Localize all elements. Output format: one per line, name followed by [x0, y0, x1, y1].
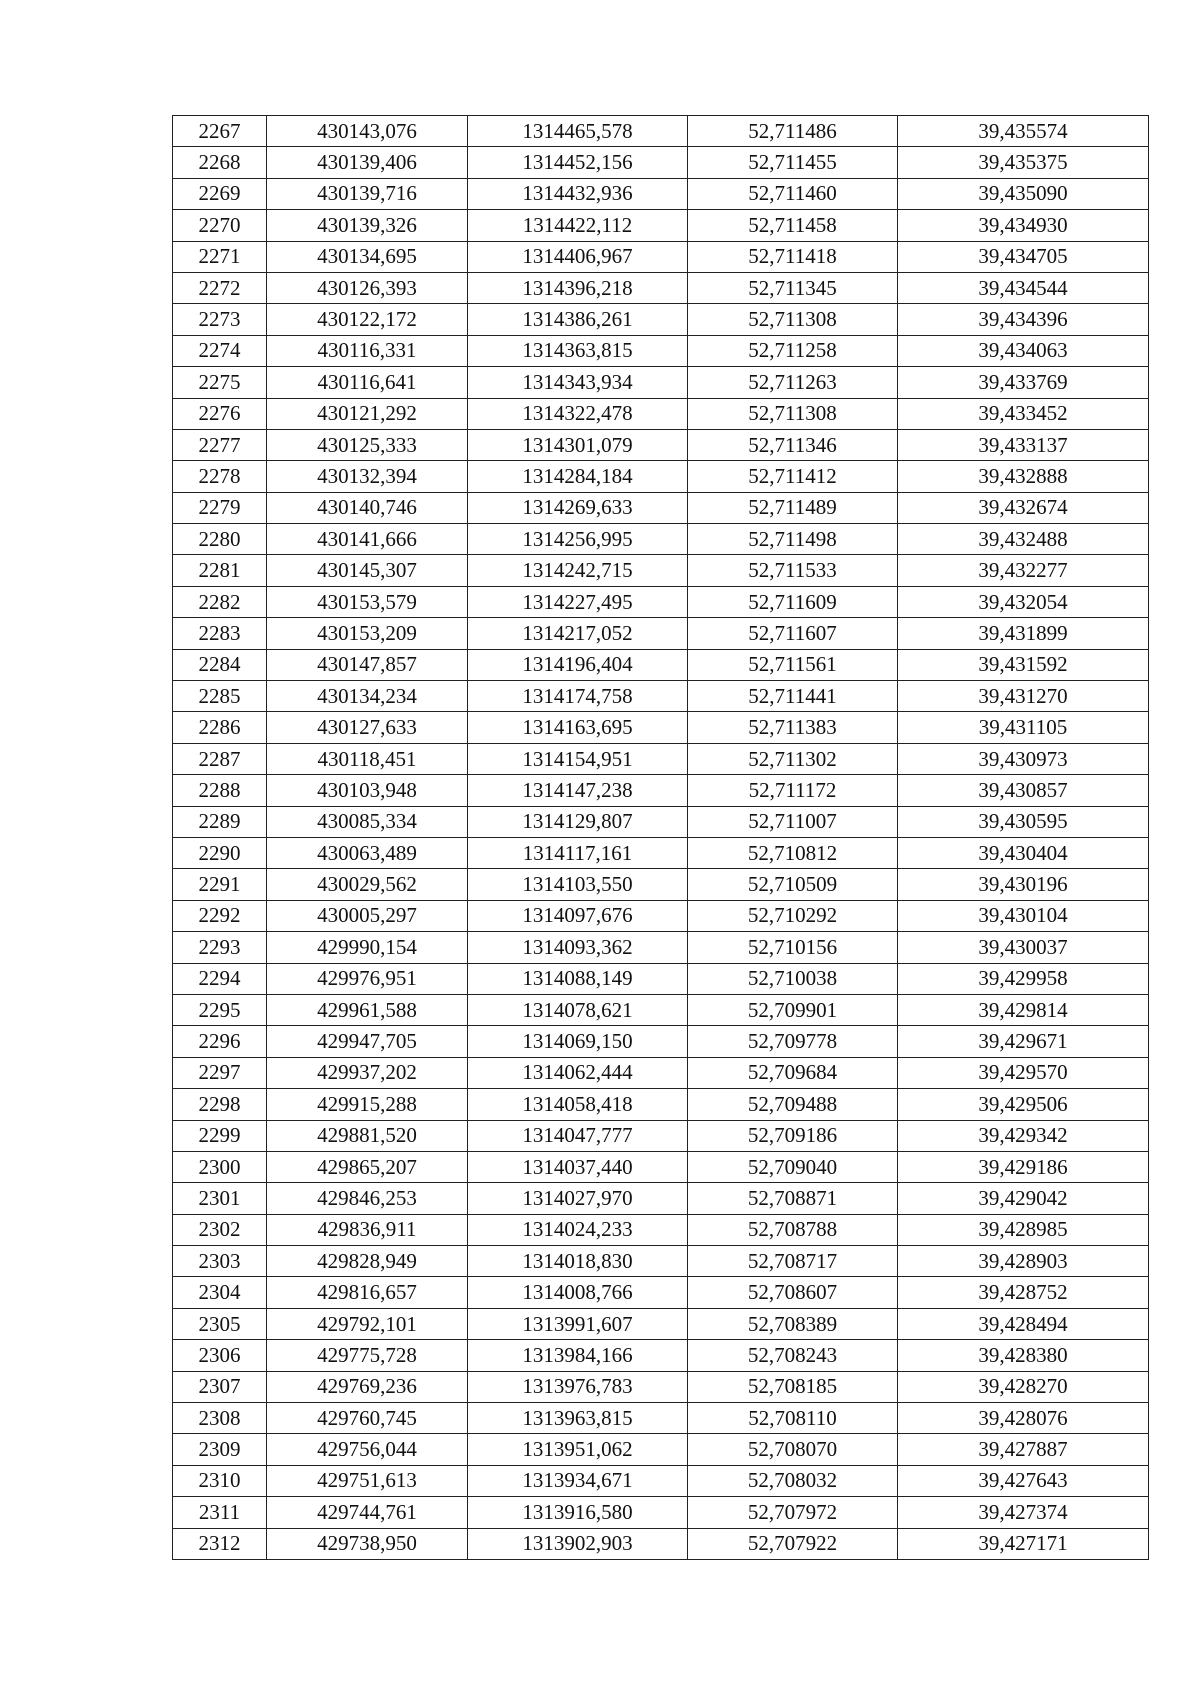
point-number-cell: 2281: [173, 555, 267, 586]
longitude-cell: 39,429814: [898, 994, 1149, 1025]
y-coordinate-cell: 1314097,676: [468, 900, 688, 931]
table-row: [173, 1403, 1149, 1434]
latitude-cell: 52,711308: [688, 304, 898, 335]
table-row: [173, 649, 1149, 680]
table-row: [173, 1497, 1149, 1528]
y-coordinate-cell: 1314465,578: [468, 116, 688, 147]
table-row: [173, 743, 1149, 774]
table-row: [173, 1308, 1149, 1339]
latitude-cell: 52,711561: [688, 649, 898, 680]
y-coordinate-cell: 1314242,715: [468, 555, 688, 586]
point-number-cell: 2270: [173, 210, 267, 241]
latitude-cell: 52,708389: [688, 1308, 898, 1339]
longitude-cell: 39,430857: [898, 775, 1149, 806]
point-number-cell: 2304: [173, 1277, 267, 1308]
point-number-cell: 2277: [173, 429, 267, 460]
longitude-cell: 39,432488: [898, 524, 1149, 555]
table-row: [173, 429, 1149, 460]
latitude-cell: 52,711458: [688, 210, 898, 241]
y-coordinate-cell: 1314174,758: [468, 681, 688, 712]
latitude-cell: 52,708717: [688, 1246, 898, 1277]
longitude-cell: 39,428903: [898, 1246, 1149, 1277]
x-coordinate-cell: 429816,657: [267, 1277, 468, 1308]
latitude-cell: 52,709186: [688, 1120, 898, 1151]
latitude-cell: 52,710812: [688, 837, 898, 868]
y-coordinate-cell: 1314386,261: [468, 304, 688, 335]
longitude-cell: 39,428494: [898, 1308, 1149, 1339]
y-coordinate-cell: 1314008,766: [468, 1277, 688, 1308]
table-row: [173, 304, 1149, 335]
point-number-cell: 2282: [173, 586, 267, 617]
point-number-cell: 2294: [173, 963, 267, 994]
table-row: [173, 1465, 1149, 1496]
longitude-cell: 39,432054: [898, 586, 1149, 617]
longitude-cell: 39,429506: [898, 1089, 1149, 1120]
table-row: [173, 932, 1149, 963]
longitude-cell: 39,431899: [898, 618, 1149, 649]
latitude-cell: 52,708185: [688, 1371, 898, 1402]
table-row: [173, 272, 1149, 303]
point-number-cell: 2310: [173, 1465, 267, 1496]
x-coordinate-cell: 430005,297: [267, 900, 468, 931]
x-coordinate-cell: 430145,307: [267, 555, 468, 586]
latitude-cell: 52,708607: [688, 1277, 898, 1308]
longitude-cell: 39,434705: [898, 241, 1149, 272]
y-coordinate-cell: 1314047,777: [468, 1120, 688, 1151]
y-coordinate-cell: 1314037,440: [468, 1151, 688, 1182]
point-number-cell: 2296: [173, 1026, 267, 1057]
point-number-cell: 2289: [173, 806, 267, 837]
point-number-cell: 2302: [173, 1214, 267, 1245]
point-number-cell: 2295: [173, 994, 267, 1025]
y-coordinate-cell: 1314024,233: [468, 1214, 688, 1245]
y-coordinate-cell: 1314018,830: [468, 1246, 688, 1277]
x-coordinate-cell: 430116,641: [267, 367, 468, 398]
point-number-cell: 2268: [173, 147, 267, 178]
point-number-cell: 2292: [173, 900, 267, 931]
latitude-cell: 52,707922: [688, 1528, 898, 1559]
point-number-cell: 2280: [173, 524, 267, 555]
x-coordinate-cell: 429881,520: [267, 1120, 468, 1151]
latitude-cell: 52,707972: [688, 1497, 898, 1528]
point-number-cell: 2311: [173, 1497, 267, 1528]
x-coordinate-cell: 430126,393: [267, 272, 468, 303]
y-coordinate-cell: 1314062,444: [468, 1057, 688, 1088]
table-row: [173, 806, 1149, 837]
x-coordinate-cell: 430147,857: [267, 649, 468, 680]
table-row: [173, 1371, 1149, 1402]
point-number-cell: 2284: [173, 649, 267, 680]
table-row: [173, 367, 1149, 398]
latitude-cell: 52,710292: [688, 900, 898, 931]
point-number-cell: 2275: [173, 367, 267, 398]
table-row: [173, 116, 1149, 147]
table-row: [173, 524, 1149, 555]
point-number-cell: 2308: [173, 1403, 267, 1434]
longitude-cell: 39,430104: [898, 900, 1149, 931]
table-row: [173, 461, 1149, 492]
longitude-cell: 39,430196: [898, 869, 1149, 900]
x-coordinate-cell: 430085,334: [267, 806, 468, 837]
point-number-cell: 2299: [173, 1120, 267, 1151]
x-coordinate-cell: 430134,695: [267, 241, 468, 272]
point-number-cell: 2303: [173, 1246, 267, 1277]
point-number-cell: 2288: [173, 775, 267, 806]
table-row: [173, 147, 1149, 178]
longitude-cell: 39,435375: [898, 147, 1149, 178]
point-number-cell: 2269: [173, 178, 267, 209]
x-coordinate-cell: 429760,745: [267, 1403, 468, 1434]
table-row: [173, 1151, 1149, 1182]
latitude-cell: 52,711383: [688, 712, 898, 743]
x-coordinate-cell: 429836,911: [267, 1214, 468, 1245]
latitude-cell: 52,708243: [688, 1340, 898, 1371]
x-coordinate-cell: 429961,588: [267, 994, 468, 1025]
x-coordinate-cell: 429865,207: [267, 1151, 468, 1182]
longitude-cell: 39,428752: [898, 1277, 1149, 1308]
latitude-cell: 52,711346: [688, 429, 898, 460]
longitude-cell: 39,430595: [898, 806, 1149, 837]
point-number-cell: 2297: [173, 1057, 267, 1088]
point-number-cell: 2286: [173, 712, 267, 743]
longitude-cell: 39,429958: [898, 963, 1149, 994]
longitude-cell: 39,433769: [898, 367, 1149, 398]
table-row: [173, 1089, 1149, 1120]
point-number-cell: 2273: [173, 304, 267, 335]
latitude-cell: 52,711007: [688, 806, 898, 837]
x-coordinate-cell: 430132,394: [267, 461, 468, 492]
latitude-cell: 52,710038: [688, 963, 898, 994]
point-number-cell: 2276: [173, 398, 267, 429]
x-coordinate-cell: 430125,333: [267, 429, 468, 460]
latitude-cell: 52,711412: [688, 461, 898, 492]
y-coordinate-cell: 1313934,671: [468, 1465, 688, 1496]
table-row: [173, 210, 1149, 241]
longitude-cell: 39,430037: [898, 932, 1149, 963]
point-number-cell: 2278: [173, 461, 267, 492]
longitude-cell: 39,431270: [898, 681, 1149, 712]
point-number-cell: 2291: [173, 869, 267, 900]
point-number-cell: 2287: [173, 743, 267, 774]
latitude-cell: 52,709684: [688, 1057, 898, 1088]
point-number-cell: 2309: [173, 1434, 267, 1465]
x-coordinate-cell: 429775,728: [267, 1340, 468, 1371]
x-coordinate-cell: 429744,761: [267, 1497, 468, 1528]
table-row: [173, 398, 1149, 429]
latitude-cell: 52,711533: [688, 555, 898, 586]
coordinates-table-body: [173, 116, 1149, 1560]
y-coordinate-cell: 1313984,166: [468, 1340, 688, 1371]
y-coordinate-cell: 1313902,903: [468, 1528, 688, 1559]
latitude-cell: 52,711172: [688, 775, 898, 806]
x-coordinate-cell: 430121,292: [267, 398, 468, 429]
longitude-cell: 39,429042: [898, 1183, 1149, 1214]
latitude-cell: 52,711418: [688, 241, 898, 272]
longitude-cell: 39,428985: [898, 1214, 1149, 1245]
table-row: [173, 241, 1149, 272]
coordinates-table: [172, 115, 1149, 1560]
latitude-cell: 52,711486: [688, 116, 898, 147]
latitude-cell: 52,711302: [688, 743, 898, 774]
longitude-cell: 39,430404: [898, 837, 1149, 868]
table-row: [173, 492, 1149, 523]
latitude-cell: 52,708032: [688, 1465, 898, 1496]
longitude-cell: 39,428380: [898, 1340, 1149, 1371]
table-row: [173, 1246, 1149, 1277]
x-coordinate-cell: 429769,236: [267, 1371, 468, 1402]
latitude-cell: 52,708070: [688, 1434, 898, 1465]
x-coordinate-cell: 429828,949: [267, 1246, 468, 1277]
y-coordinate-cell: 1314284,184: [468, 461, 688, 492]
table-row: [173, 712, 1149, 743]
latitude-cell: 52,710509: [688, 869, 898, 900]
table-row: [173, 1026, 1149, 1057]
point-number-cell: 2305: [173, 1308, 267, 1339]
point-number-cell: 2267: [173, 116, 267, 147]
y-coordinate-cell: 1314256,995: [468, 524, 688, 555]
latitude-cell: 52,710156: [688, 932, 898, 963]
point-number-cell: 2307: [173, 1371, 267, 1402]
x-coordinate-cell: 430103,948: [267, 775, 468, 806]
longitude-cell: 39,435090: [898, 178, 1149, 209]
latitude-cell: 52,711489: [688, 492, 898, 523]
y-coordinate-cell: 1313951,062: [468, 1434, 688, 1465]
longitude-cell: 39,427887: [898, 1434, 1149, 1465]
table-row: [173, 1277, 1149, 1308]
point-number-cell: 2274: [173, 335, 267, 366]
latitude-cell: 52,709778: [688, 1026, 898, 1057]
point-number-cell: 2271: [173, 241, 267, 272]
x-coordinate-cell: 430029,562: [267, 869, 468, 900]
point-number-cell: 2279: [173, 492, 267, 523]
latitude-cell: 52,711460: [688, 178, 898, 209]
table-row: [173, 775, 1149, 806]
latitude-cell: 52,708871: [688, 1183, 898, 1214]
longitude-cell: 39,429186: [898, 1151, 1149, 1182]
y-coordinate-cell: 1314217,052: [468, 618, 688, 649]
latitude-cell: 52,711263: [688, 367, 898, 398]
x-coordinate-cell: 430139,326: [267, 210, 468, 241]
y-coordinate-cell: 1314396,218: [468, 272, 688, 303]
point-number-cell: 2300: [173, 1151, 267, 1182]
longitude-cell: 39,428076: [898, 1403, 1149, 1434]
x-coordinate-cell: 429792,101: [267, 1308, 468, 1339]
latitude-cell: 52,711345: [688, 272, 898, 303]
x-coordinate-cell: 429751,613: [267, 1465, 468, 1496]
y-coordinate-cell: 1314452,156: [468, 147, 688, 178]
table-row: [173, 994, 1149, 1025]
latitude-cell: 52,709901: [688, 994, 898, 1025]
longitude-cell: 39,434930: [898, 210, 1149, 241]
y-coordinate-cell: 1314129,807: [468, 806, 688, 837]
longitude-cell: 39,431592: [898, 649, 1149, 680]
x-coordinate-cell: 429947,705: [267, 1026, 468, 1057]
latitude-cell: 52,711441: [688, 681, 898, 712]
point-number-cell: 2290: [173, 837, 267, 868]
latitude-cell: 52,711258: [688, 335, 898, 366]
table-row: [173, 1434, 1149, 1465]
y-coordinate-cell: 1314027,970: [468, 1183, 688, 1214]
table-row: [173, 1214, 1149, 1245]
x-coordinate-cell: 430118,451: [267, 743, 468, 774]
table-row: [173, 681, 1149, 712]
x-coordinate-cell: 429990,154: [267, 932, 468, 963]
x-coordinate-cell: 429756,044: [267, 1434, 468, 1465]
longitude-cell: 39,435574: [898, 116, 1149, 147]
y-coordinate-cell: 1314432,936: [468, 178, 688, 209]
x-coordinate-cell: 429915,288: [267, 1089, 468, 1120]
x-coordinate-cell: 430139,406: [267, 147, 468, 178]
table-row: [173, 869, 1149, 900]
longitude-cell: 39,432674: [898, 492, 1149, 523]
longitude-cell: 39,430973: [898, 743, 1149, 774]
table-row: [173, 1528, 1149, 1559]
table-row: [173, 1183, 1149, 1214]
x-coordinate-cell: 430143,076: [267, 116, 468, 147]
y-coordinate-cell: 1314117,161: [468, 837, 688, 868]
y-coordinate-cell: 1314088,149: [468, 963, 688, 994]
longitude-cell: 39,428270: [898, 1371, 1149, 1402]
latitude-cell: 52,708788: [688, 1214, 898, 1245]
x-coordinate-cell: 430153,209: [267, 618, 468, 649]
point-number-cell: 2285: [173, 681, 267, 712]
latitude-cell: 52,709488: [688, 1089, 898, 1120]
longitude-cell: 39,429570: [898, 1057, 1149, 1088]
table-row: [173, 837, 1149, 868]
x-coordinate-cell: 429738,950: [267, 1528, 468, 1559]
longitude-cell: 39,429671: [898, 1026, 1149, 1057]
longitude-cell: 39,427374: [898, 1497, 1149, 1528]
latitude-cell: 52,711498: [688, 524, 898, 555]
longitude-cell: 39,429342: [898, 1120, 1149, 1151]
y-coordinate-cell: 1314196,404: [468, 649, 688, 680]
x-coordinate-cell: 430116,331: [267, 335, 468, 366]
y-coordinate-cell: 1313916,580: [468, 1497, 688, 1528]
x-coordinate-cell: 430153,579: [267, 586, 468, 617]
y-coordinate-cell: 1314093,362: [468, 932, 688, 963]
table-row: [173, 178, 1149, 209]
x-coordinate-cell: 429937,202: [267, 1057, 468, 1088]
longitude-cell: 39,434063: [898, 335, 1149, 366]
longitude-cell: 39,432888: [898, 461, 1149, 492]
table-row: [173, 555, 1149, 586]
longitude-cell: 39,433137: [898, 429, 1149, 460]
longitude-cell: 39,427171: [898, 1528, 1149, 1559]
y-coordinate-cell: 1314069,150: [468, 1026, 688, 1057]
point-number-cell: 2312: [173, 1528, 267, 1559]
latitude-cell: 52,709040: [688, 1151, 898, 1182]
point-number-cell: 2272: [173, 272, 267, 303]
table-row: [173, 963, 1149, 994]
y-coordinate-cell: 1313976,783: [468, 1371, 688, 1402]
y-coordinate-cell: 1314227,495: [468, 586, 688, 617]
x-coordinate-cell: 430141,666: [267, 524, 468, 555]
point-number-cell: 2306: [173, 1340, 267, 1371]
y-coordinate-cell: 1314406,967: [468, 241, 688, 272]
point-number-cell: 2301: [173, 1183, 267, 1214]
point-number-cell: 2283: [173, 618, 267, 649]
latitude-cell: 52,711607: [688, 618, 898, 649]
y-coordinate-cell: 1313991,607: [468, 1308, 688, 1339]
x-coordinate-cell: 429976,951: [267, 963, 468, 994]
y-coordinate-cell: 1314078,621: [468, 994, 688, 1025]
y-coordinate-cell: 1314103,550: [468, 869, 688, 900]
point-number-cell: 2293: [173, 932, 267, 963]
x-coordinate-cell: 430063,489: [267, 837, 468, 868]
longitude-cell: 39,427643: [898, 1465, 1149, 1496]
table-row: [173, 1120, 1149, 1151]
table-row: [173, 335, 1149, 366]
longitude-cell: 39,434544: [898, 272, 1149, 303]
x-coordinate-cell: 430122,172: [267, 304, 468, 335]
latitude-cell: 52,711455: [688, 147, 898, 178]
table-row: [173, 586, 1149, 617]
y-coordinate-cell: 1314322,478: [468, 398, 688, 429]
longitude-cell: 39,431105: [898, 712, 1149, 743]
y-coordinate-cell: 1314301,079: [468, 429, 688, 460]
x-coordinate-cell: 430134,234: [267, 681, 468, 712]
y-coordinate-cell: 1314363,815: [468, 335, 688, 366]
table-row: [173, 900, 1149, 931]
table-row: [173, 1057, 1149, 1088]
y-coordinate-cell: 1314154,951: [468, 743, 688, 774]
longitude-cell: 39,432277: [898, 555, 1149, 586]
y-coordinate-cell: 1314422,112: [468, 210, 688, 241]
longitude-cell: 39,433452: [898, 398, 1149, 429]
latitude-cell: 52,711609: [688, 586, 898, 617]
y-coordinate-cell: 1314343,934: [468, 367, 688, 398]
x-coordinate-cell: 429846,253: [267, 1183, 468, 1214]
latitude-cell: 52,711308: [688, 398, 898, 429]
latitude-cell: 52,708110: [688, 1403, 898, 1434]
y-coordinate-cell: 1313963,815: [468, 1403, 688, 1434]
x-coordinate-cell: 430140,746: [267, 492, 468, 523]
x-coordinate-cell: 430127,633: [267, 712, 468, 743]
table-row: [173, 1340, 1149, 1371]
y-coordinate-cell: 1314058,418: [468, 1089, 688, 1120]
y-coordinate-cell: 1314269,633: [468, 492, 688, 523]
y-coordinate-cell: 1314147,238: [468, 775, 688, 806]
point-number-cell: 2298: [173, 1089, 267, 1120]
table-row: [173, 618, 1149, 649]
y-coordinate-cell: 1314163,695: [468, 712, 688, 743]
x-coordinate-cell: 430139,716: [267, 178, 468, 209]
longitude-cell: 39,434396: [898, 304, 1149, 335]
